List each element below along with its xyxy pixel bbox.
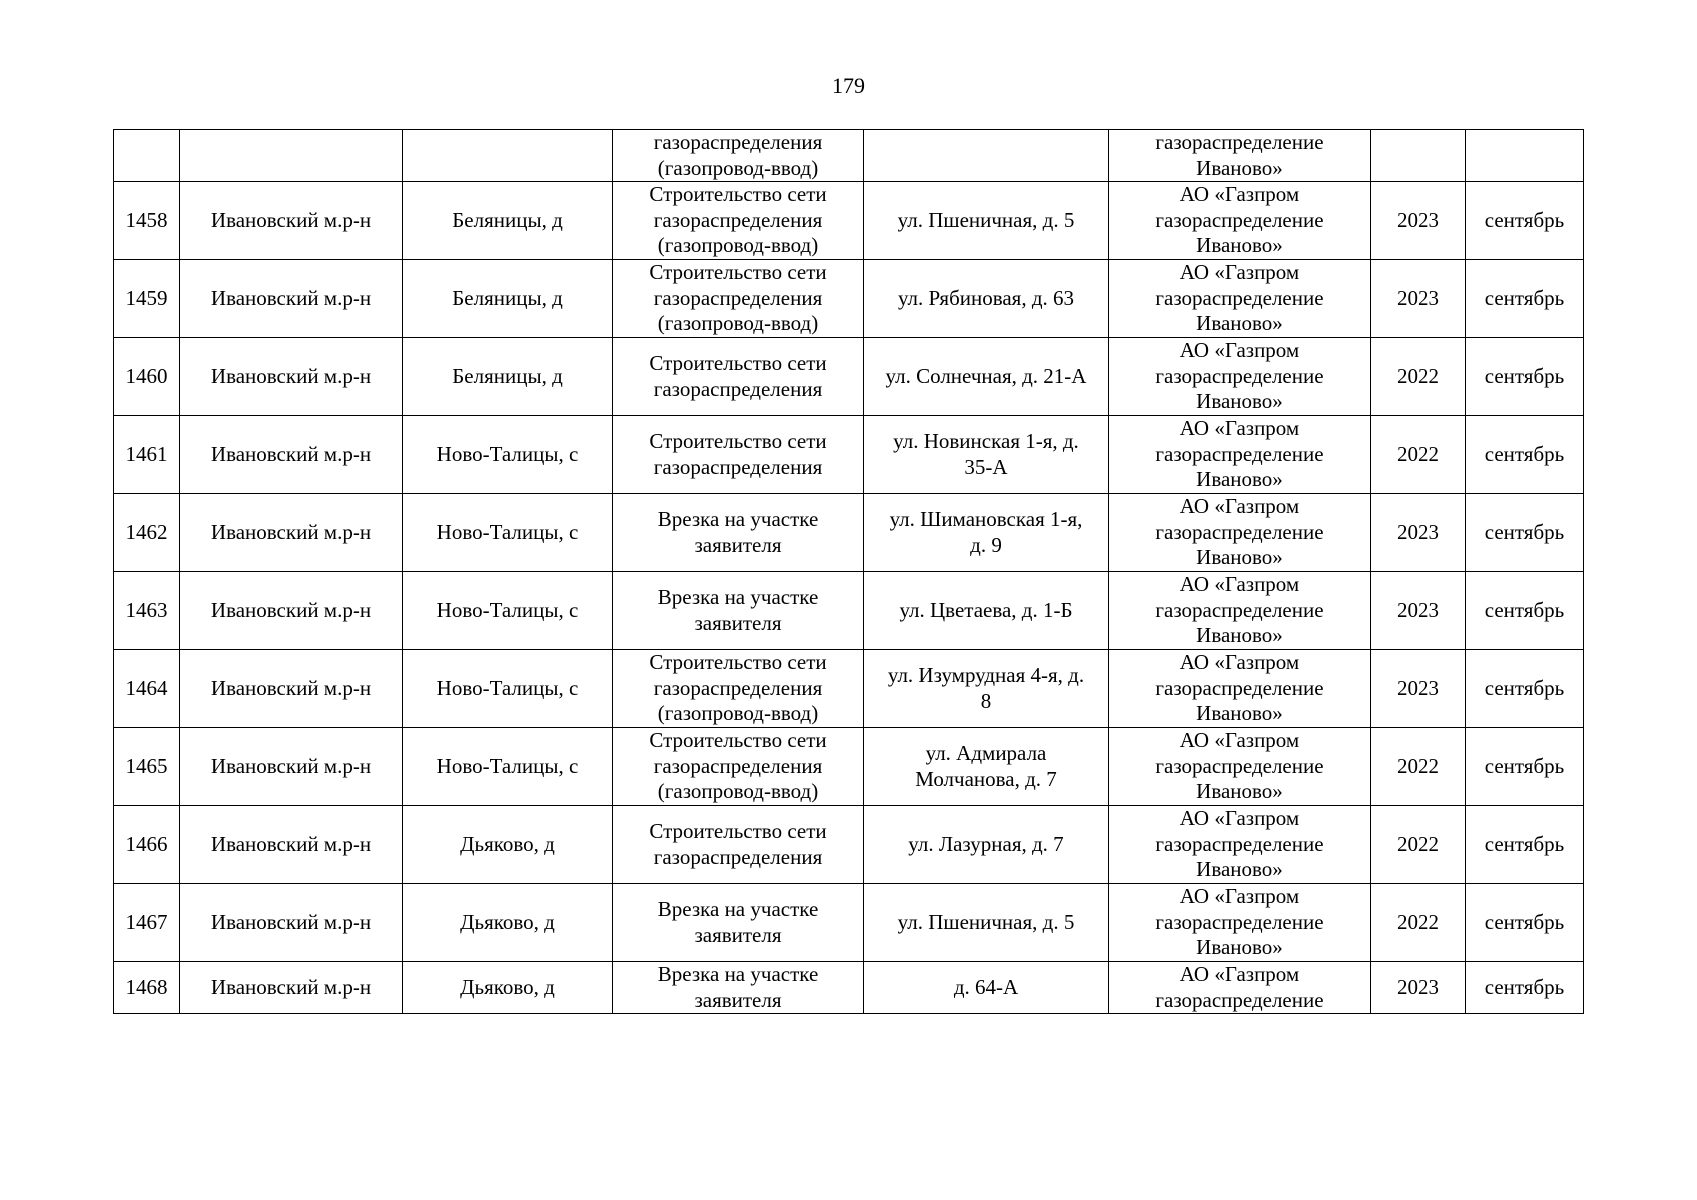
cell-work xyxy=(613,572,864,650)
cell-address-line: Молчанова, д. 7 xyxy=(915,766,1057,791)
cell-org-line: Иваново» xyxy=(1196,389,1283,414)
cell-locality: Дьяково, д xyxy=(403,806,613,884)
cell-num: 1465 xyxy=(114,728,180,806)
cell-year xyxy=(1371,130,1466,182)
cell-work xyxy=(613,962,864,1014)
cell-month: сентябрь xyxy=(1466,572,1584,650)
cell-address-line: ул. Шимановская 1-я, xyxy=(889,507,1083,531)
cell-locality: Ново-Талицы, с xyxy=(403,416,613,494)
cell-org-line: АО «Газпром xyxy=(1179,884,1300,909)
cell-address xyxy=(864,806,1109,884)
cell-work-line: газораспределения xyxy=(653,130,823,154)
cell-org-line: газораспределение xyxy=(1155,207,1324,232)
cell-num: 1467 xyxy=(114,884,180,962)
cell-district: Ивановский м.р-н xyxy=(180,494,403,572)
cell-org-line: АО «Газпром xyxy=(1179,494,1300,519)
cell-work-line: (газопровод-ввод) xyxy=(657,311,819,336)
cell-work-line: Врезка на участке xyxy=(657,897,819,921)
cell-org xyxy=(1109,572,1371,650)
cell-month: сентябрь xyxy=(1466,338,1584,416)
cell-org xyxy=(1109,260,1371,338)
cell-work-line: Строительство сети xyxy=(649,182,827,207)
table-row xyxy=(114,182,1584,260)
cell-district xyxy=(180,130,403,182)
cell-year: 2023 xyxy=(1371,494,1466,572)
cell-district: Ивановский м.р-н xyxy=(180,260,403,338)
cell-work-line: заявителя xyxy=(694,532,782,557)
cell-year: 2023 xyxy=(1371,260,1466,338)
cell-org-line: АО «Газпром xyxy=(1179,728,1300,753)
cell-org-line: Иваново» xyxy=(1196,467,1283,492)
cell-num: 1468 xyxy=(114,962,180,1014)
cell-district: Ивановский м.р-н xyxy=(180,182,403,260)
cell-org xyxy=(1109,130,1371,182)
cell-org-line: Иваново» xyxy=(1196,701,1283,726)
cell-work-line: (газопровод-ввод) xyxy=(657,233,819,258)
cell-work-line: газораспределения xyxy=(653,844,823,869)
cell-address-line: ул. Изумрудная 4-я, д. xyxy=(887,663,1085,687)
cell-work-line: (газопровод-ввод) xyxy=(657,155,819,180)
cell-work-line: газораспределения xyxy=(653,753,823,778)
cell-work-line: Врезка на участке xyxy=(657,585,819,609)
cell-month: сентябрь xyxy=(1466,728,1584,806)
cell-month: сентябрь xyxy=(1466,806,1584,884)
cell-address xyxy=(864,338,1109,416)
cell-address xyxy=(864,494,1109,572)
cell-work-line: Строительство сети xyxy=(649,351,827,375)
cell-district: Ивановский м.р-н xyxy=(180,884,403,962)
cell-work-line: (газопровод-ввод) xyxy=(657,779,819,804)
table-row xyxy=(114,962,1584,1014)
table-row xyxy=(114,806,1584,884)
table-row-continuation xyxy=(114,130,1584,182)
cell-year: 2022 xyxy=(1371,416,1466,494)
cell-num: 1460 xyxy=(114,338,180,416)
cell-work-line: заявителя xyxy=(694,610,782,635)
cell-org-line: Иваново» xyxy=(1196,935,1283,960)
cell-org-line: АО «Газпром xyxy=(1179,962,1300,986)
cell-org xyxy=(1109,650,1371,728)
cell-address xyxy=(864,650,1109,728)
cell-work-line: Строительство сети xyxy=(649,728,827,753)
cell-locality: Беляницы, д xyxy=(403,338,613,416)
cell-org-line: Иваново» xyxy=(1196,623,1283,648)
cell-org-line: газораспределение xyxy=(1155,909,1324,934)
table-row xyxy=(114,728,1584,806)
cell-district: Ивановский м.р-н xyxy=(180,962,403,1014)
cell-work-line: заявителя xyxy=(694,987,782,1012)
cell-work-line: заявителя xyxy=(694,922,782,947)
cell-month: сентябрь xyxy=(1466,962,1584,1014)
table-row xyxy=(114,884,1584,962)
cell-num: 1459 xyxy=(114,260,180,338)
cell-month xyxy=(1466,130,1584,182)
cell-num: 1466 xyxy=(114,806,180,884)
cell-month: сентябрь xyxy=(1466,650,1584,728)
cell-org-line: газораспределение xyxy=(1155,130,1324,154)
table-row xyxy=(114,494,1584,572)
cell-district: Ивановский м.р-н xyxy=(180,650,403,728)
cell-year: 2023 xyxy=(1371,182,1466,260)
page-number: 179 xyxy=(832,73,865,98)
cell-org-line: газораспределение xyxy=(1155,987,1324,1012)
cell-year: 2023 xyxy=(1371,962,1466,1014)
cell-org xyxy=(1109,962,1371,1014)
cell-locality: Ново-Талицы, с xyxy=(403,650,613,728)
cell-address-line: 8 xyxy=(980,688,992,713)
cell-address-line: ул. Новинская 1-я, д. xyxy=(893,429,1079,453)
cell-org xyxy=(1109,806,1371,884)
cell-work-line: газораспределения xyxy=(653,285,823,310)
cell-org xyxy=(1109,728,1371,806)
cell-work-line: Врезка на участке xyxy=(657,962,819,986)
cell-work xyxy=(613,884,864,962)
table-row xyxy=(114,338,1584,416)
cell-year: 2022 xyxy=(1371,338,1466,416)
cell-org xyxy=(1109,416,1371,494)
cell-org-line: Иваново» xyxy=(1196,233,1283,258)
cell-year: 2023 xyxy=(1371,572,1466,650)
cell-address-line: д. 64-А xyxy=(953,974,1019,999)
cell-work xyxy=(613,182,864,260)
cell-year: 2022 xyxy=(1371,806,1466,884)
cell-district: Ивановский м.р-н xyxy=(180,338,403,416)
cell-org xyxy=(1109,494,1371,572)
cell-district: Ивановский м.р-н xyxy=(180,416,403,494)
cell-address-line: д. 9 xyxy=(970,532,1002,557)
cell-year: 2022 xyxy=(1371,728,1466,806)
cell-org-line: АО «Газпром xyxy=(1179,260,1300,285)
cell-locality: Беляницы, д xyxy=(403,260,613,338)
cell-locality: Ново-Талицы, с xyxy=(403,572,613,650)
cell-num xyxy=(114,130,180,182)
cell-work-line: (газопровод-ввод) xyxy=(657,701,819,726)
table-body xyxy=(114,130,1584,1014)
cell-address xyxy=(864,962,1109,1014)
cell-org-line: газораспределение xyxy=(1155,597,1324,622)
cell-org-line: АО «Газпром xyxy=(1179,182,1300,207)
cell-org-line: газораспределение xyxy=(1155,519,1324,544)
cell-org-line: газораспределение xyxy=(1155,753,1324,778)
table-row xyxy=(114,260,1584,338)
cell-org-line: Иваново» xyxy=(1196,311,1283,336)
cell-org xyxy=(1109,884,1371,962)
cell-org-line: АО «Газпром xyxy=(1179,572,1300,597)
cell-num: 1463 xyxy=(114,572,180,650)
data-table xyxy=(113,129,1584,1014)
cell-org-line: газораспределение xyxy=(1155,363,1324,388)
cell-work-line: Строительство сети xyxy=(649,819,827,843)
cell-month: сентябрь xyxy=(1466,494,1584,572)
cell-work xyxy=(613,494,864,572)
cell-org-line: АО «Газпром xyxy=(1179,338,1300,363)
cell-org-line: газораспределение xyxy=(1155,675,1324,700)
cell-org-line: Иваново» xyxy=(1196,857,1283,882)
cell-address xyxy=(864,260,1109,338)
cell-work xyxy=(613,260,864,338)
cell-work xyxy=(613,338,864,416)
cell-address-line: ул. Пшеничная, д. 5 xyxy=(897,207,1075,232)
cell-work-line: газораспределения xyxy=(653,454,823,479)
cell-org-line: Иваново» xyxy=(1196,155,1283,180)
cell-num: 1458 xyxy=(114,182,180,260)
cell-org-line: АО «Газпром xyxy=(1179,650,1300,675)
cell-work-line: Врезка на участке xyxy=(657,507,819,531)
cell-address-line: ул. Адмирала xyxy=(925,741,1047,765)
cell-org-line: газораспределение xyxy=(1155,285,1324,310)
cell-address-line: 35-А xyxy=(964,454,1008,479)
table-row xyxy=(114,416,1584,494)
cell-work xyxy=(613,130,864,182)
cell-work xyxy=(613,650,864,728)
cell-locality xyxy=(403,130,613,182)
cell-org-line: Иваново» xyxy=(1196,779,1283,804)
cell-org-line: Иваново» xyxy=(1196,545,1283,570)
cell-district: Ивановский м.р-н xyxy=(180,728,403,806)
cell-month: сентябрь xyxy=(1466,416,1584,494)
cell-work-line: газораспределения xyxy=(653,207,823,232)
cell-address xyxy=(864,728,1109,806)
cell-org-line: АО «Газпром xyxy=(1179,416,1300,441)
cell-address-line: ул. Лазурная, д. 7 xyxy=(908,831,1064,856)
cell-address xyxy=(864,884,1109,962)
cell-work-line: Строительство сети xyxy=(649,260,827,285)
cell-month: сентябрь xyxy=(1466,182,1584,260)
cell-district: Ивановский м.р-н xyxy=(180,572,403,650)
cell-org xyxy=(1109,182,1371,260)
cell-work-line: газораспределения xyxy=(653,675,823,700)
cell-org-line: газораспределение xyxy=(1155,441,1324,466)
cell-num: 1464 xyxy=(114,650,180,728)
cell-address-line: ул. Пшеничная, д. 5 xyxy=(897,909,1075,934)
cell-num: 1462 xyxy=(114,494,180,572)
cell-district: Ивановский м.р-н xyxy=(180,806,403,884)
table-row xyxy=(114,572,1584,650)
cell-address xyxy=(864,130,1109,182)
cell-work xyxy=(613,728,864,806)
cell-org-line: газораспределение xyxy=(1155,831,1324,856)
cell-work-line: газораспределения xyxy=(653,376,823,401)
cell-locality: Ново-Талицы, с xyxy=(403,728,613,806)
cell-year: 2023 xyxy=(1371,650,1466,728)
cell-work xyxy=(613,416,864,494)
cell-work xyxy=(613,806,864,884)
cell-address-line: ул. Солнечная, д. 21-А xyxy=(885,363,1087,388)
cell-year: 2022 xyxy=(1371,884,1466,962)
cell-locality: Дьяково, д xyxy=(403,884,613,962)
cell-work-line: Строительство сети xyxy=(649,650,827,675)
cell-month: сентябрь xyxy=(1466,260,1584,338)
cell-address xyxy=(864,572,1109,650)
cell-address xyxy=(864,182,1109,260)
cell-address xyxy=(864,416,1109,494)
cell-address-line: ул. Рябиновая, д. 63 xyxy=(897,285,1075,310)
cell-org-line: АО «Газпром xyxy=(1179,806,1300,831)
cell-work-line: Строительство сети xyxy=(649,429,827,453)
cell-month: сентябрь xyxy=(1466,884,1584,962)
cell-locality: Дьяково, д xyxy=(403,962,613,1014)
cell-org xyxy=(1109,338,1371,416)
table-row xyxy=(114,650,1584,728)
cell-address-line: ул. Цветаева, д. 1-Б xyxy=(899,597,1073,622)
cell-num: 1461 xyxy=(114,416,180,494)
cell-locality: Ново-Талицы, с xyxy=(403,494,613,572)
cell-locality: Беляницы, д xyxy=(403,182,613,260)
